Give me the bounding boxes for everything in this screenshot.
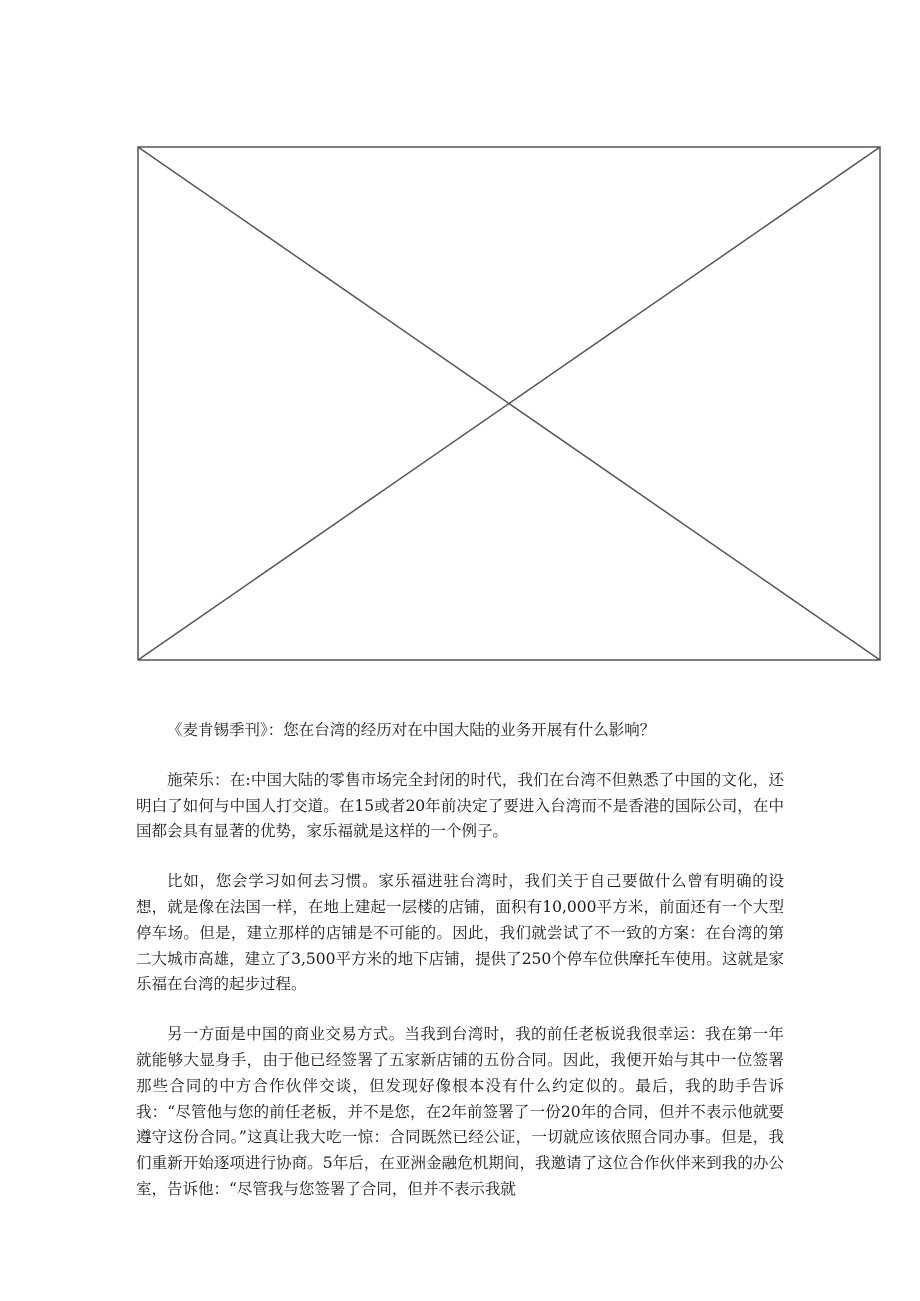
- image-placeholder-frame: [137, 146, 881, 661]
- interview-question: 《麦肯锡季刊》：您在台湾的经历对在中国大陆的业务开展有什么影响？: [167, 721, 656, 739]
- business-practice-paragraph: 另一方面是中国的商业交易方式。当我到台湾时，我的前任老板说我很幸运：我在第一年就能够大显身手，由于他已经签署了五家新店铺的五份合同。因此，我便开始与其中一位签署那些合同的中方合作伙伴交谈，但发现好像根本没有什么约定似的。最后，我的助手告诉我：“尽管他与您的前任老板，并不是您，在2年前签署了一份20年的合同，但并不表示他就要遵守这份合同。”这真让我大吃一惊：合同既然已经公证，一切就应该依照合同办事。但是，我们重新开始逐项进行协商。5年后，在亚洲金融危机期间，我邀请了这位合作伙伴来到我的办公室，告诉他：“尽管我与您签署了合同，但并不表示我就: [136, 1025, 784, 1198]
- article-body: [136, 718, 784, 1227]
- image-placeholder: [137, 146, 881, 661]
- example-paragraph: 比如，您会学习如何去习惯。家乐福进驻台湾时，我们关于自己要做什么曾有明确的设想，就是像在法国一样，在地上建起一层楼的店铺，面积有10,000平方米，前面还有一个大型停车场。但是，建立那样的店铺是不可能的。因此，我们就尝试了不一致的方案：在台湾的第二大城市高雄，建立了3,500平方米的地下店铺，提供了250个停车位供摩托车使用。这就是家乐福在台湾的起步过程。: [136, 872, 784, 994]
- interview-answer-paragraph: 施荣乐：在:中国大陆的零售市场完全封闭的时代，我们在台湾不但熟悉了中国的文化，还明白了如何与中国人打交道。在15或者20年前决定了要进入台湾而不是香港的国际公司，在中国都会具有显著的优势，家乐福就是这样的一个例子。: [136, 770, 784, 841]
